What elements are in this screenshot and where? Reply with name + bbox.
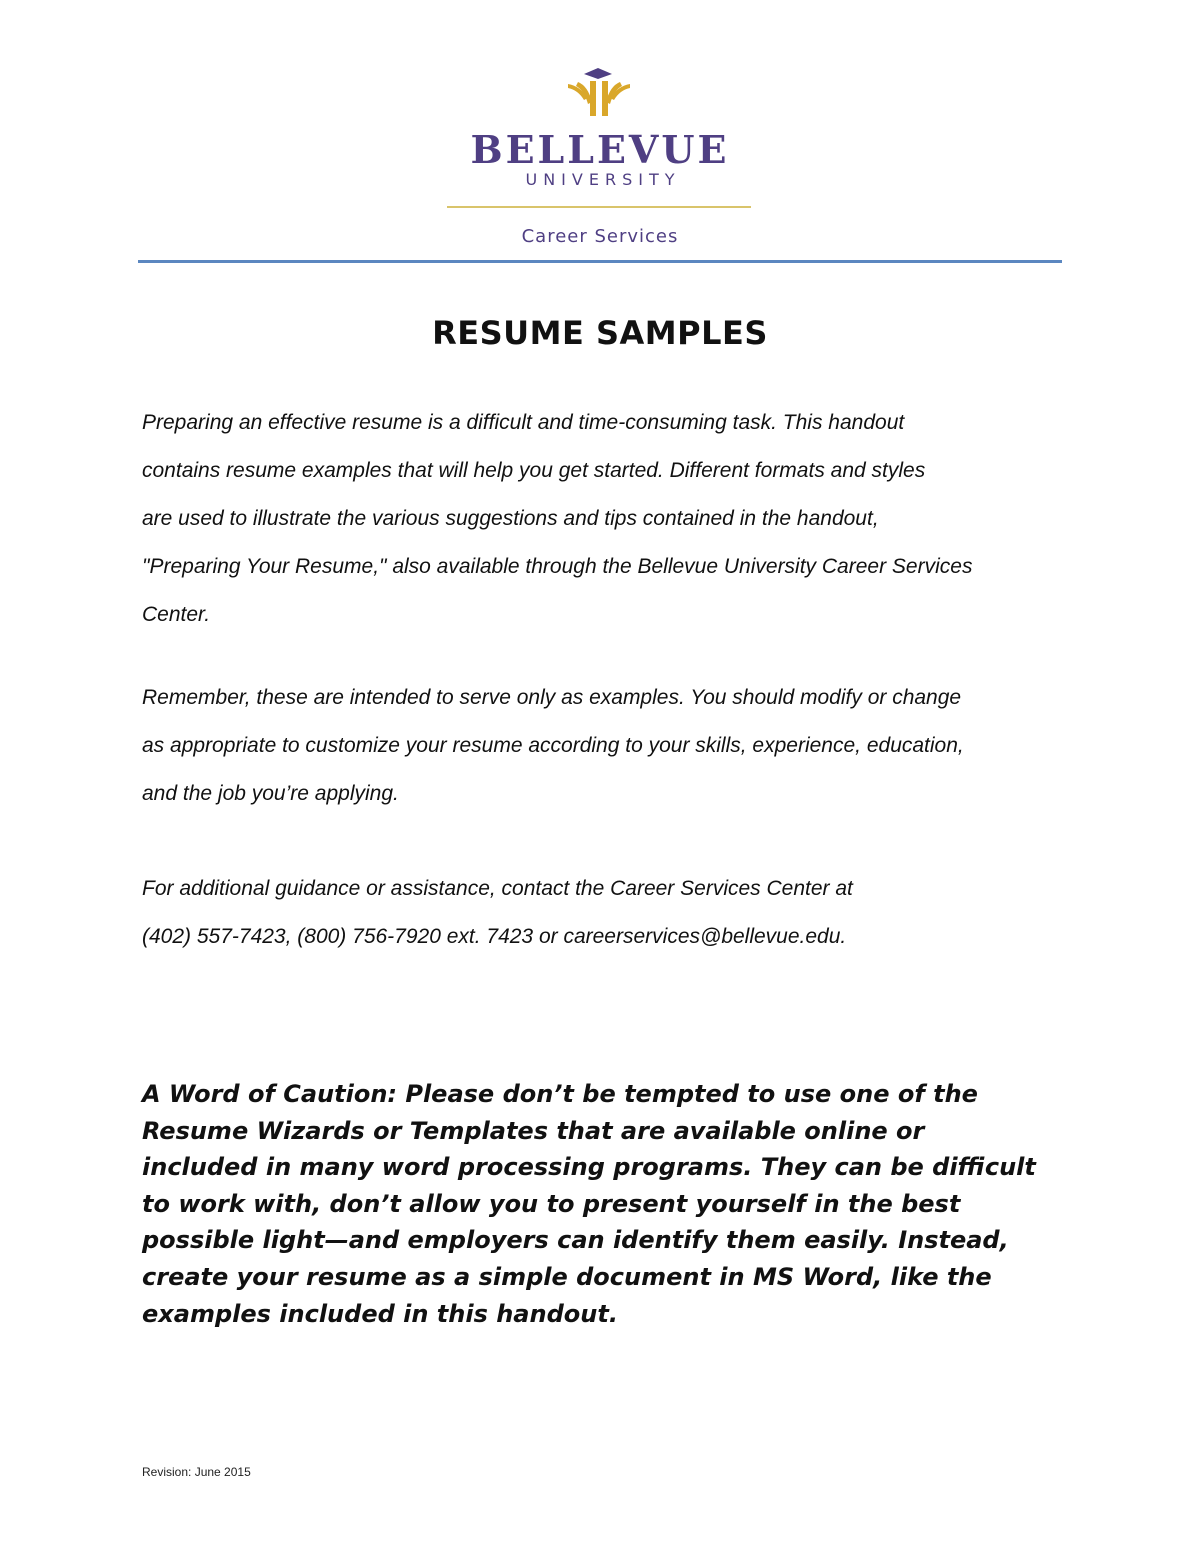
text-line: "Preparing Your Resume," also available through the Bellevue University Career Services [142,555,973,578]
text-line: (402) 557-7423, (800) 756-7920 ext. 7423 or careerservices@bellevue.edu. [142,925,847,948]
text-line: contains resume examples that will help you get started. Different formats and styles [142,459,926,482]
department-name: Career Services [521,226,679,247]
text-line: For additional guidance or assistance, contact the Career Services Center at [142,877,853,900]
text-line: to work with, don’t allow you to present yourself in the best [142,1189,961,1218]
text-line: Preparing an effective resume is a difficult and time-consuming task. This handout [142,411,905,434]
reminder-paragraph [142,674,1072,818]
text-line: are used to illustrate the various suggestions and tips contained in the handout, [142,507,879,530]
text-line: possible light—and employers can identify them easily. Instead, [142,1226,1009,1255]
page-title: RESUME SAMPLES [432,314,768,352]
text-line: A Word of Caution: Please don’t be tempted to use one of the [142,1080,978,1108]
logo-divider [447,206,751,208]
text-line: as appropriate to customize your resume according to your skills, experience, education, [142,734,964,757]
text-line: Remember, these are intended to serve only as examples. You should modify or change [142,686,962,709]
text-line: Center. [142,603,211,626]
text-line: create your resume as a simple document in MS Word, like the [142,1262,992,1291]
logo-wordmark: BELLEVUE [470,127,730,172]
university-emblem-icon [560,66,640,122]
contact-paragraph [142,865,1072,961]
bellevue-university-logo [0,66,1200,189]
text-line: included in many word processing programs. They can be difficult [142,1153,1036,1182]
logo-subtitle: UNIVERSITY [525,170,681,189]
text-line: and the job you’re applying. [142,782,399,805]
text-line: Resume Wizards or Templates that are available online or [142,1116,925,1145]
text-line: examples included in this handout. [142,1299,618,1328]
intro-paragraph [142,399,1072,639]
header-divider [138,260,1062,263]
revision-note: Revision: June 2015 [142,1465,251,1479]
caution-note [142,1076,1082,1332]
